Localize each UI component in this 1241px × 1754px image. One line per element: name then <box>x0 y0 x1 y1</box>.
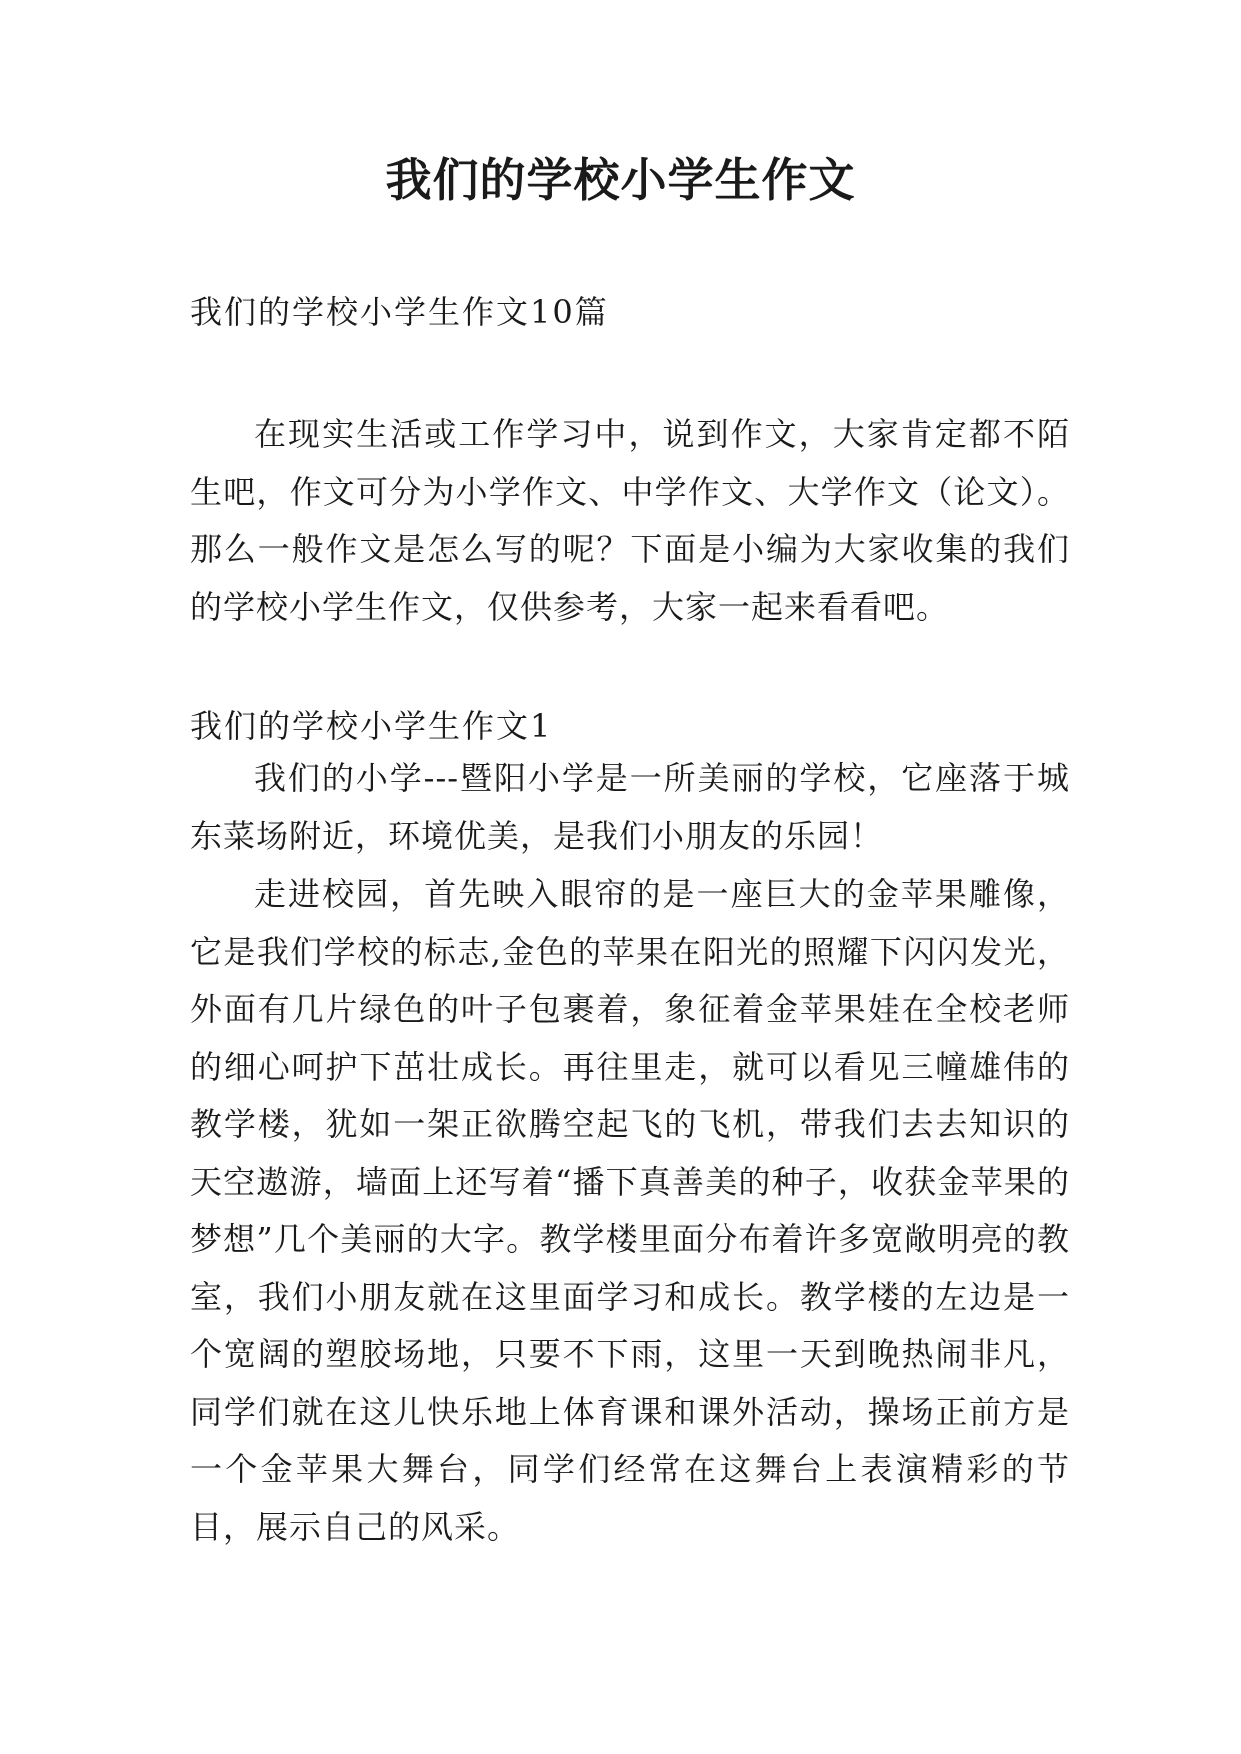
body-paragraph: 我们的小学---暨阳小学是一所美丽的学校，它座落于城东菜场附近，环境优美，是我们小朋友的乐园！ <box>190 759 1070 855</box>
document-subtitle: 我们的学校小学生作文10篇 <box>190 293 609 331</box>
section-heading: 我们的学校小学生作文1 <box>190 707 553 745</box>
body-paragraph: 走进校园，首先映入眼帘的是一座巨大的金苹果雕像，它是我们学校的标志,金色的苹果在阳光的照耀下闪闪发光，外面有几片绿色的叶子包裹着，象征着金苹果娃在全校老师的细心呵护下茁壮成长。再往里走，就可以看见三幢雄伟的教学楼，犹如一架正欲腾空起飞的飞机，带我们去去知识的天空遨游，墙面上还写着“播下真善美的种子，收获金苹果的梦想”几个美丽的大字。教学楼里面分布着许多宽敞明亮的教室，我们小朋友就在这里面学习和成长。教学楼的左边是一个宽阔的塑胶场地，只要不下雨，这里一天到晚热闹非凡，同学们就在这儿快乐地上体育课和课外活动，操场正前方是一个金苹果大舞台，同学们经常在这舞台上表演精彩的节目，展示自己的风采。 <box>190 875 1070 1546</box>
intro-paragraph: 在现实生活或工作学习中，说到作文，大家肯定都不陌生吧，作文可分为小学作文、中学作文、大学作文（论文）。那么一般作文是怎么写的呢？下面是小编为大家收集的我们的学校小学生作文，仅供参考，大家一起来看看吧。 <box>190 415 1070 626</box>
document-title: 我们的学校小学生作文 <box>385 153 856 207</box>
